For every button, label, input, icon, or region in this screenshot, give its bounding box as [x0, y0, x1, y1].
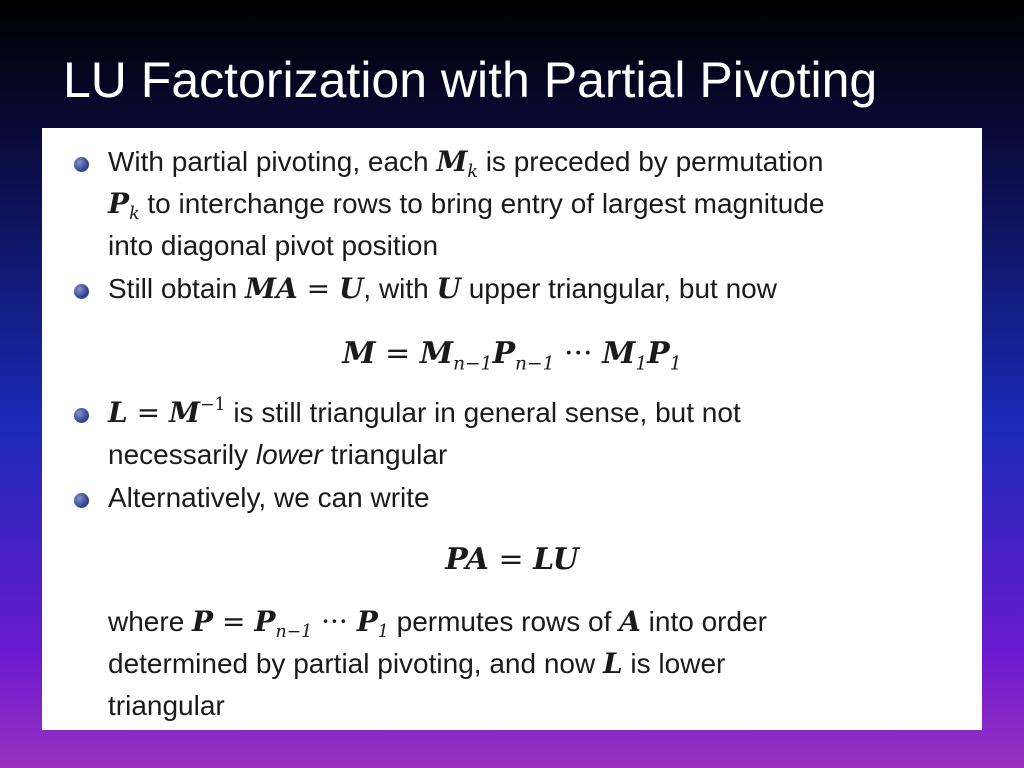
math-Pk [108, 187, 140, 225]
math-sym: P [445, 542, 466, 577]
math-sym: P [356, 605, 378, 638]
bullet-1 [74, 157, 89, 172]
math-sub: n−1 [515, 353, 555, 375]
text: Still obtain [108, 273, 245, 304]
slide-title: LU Factorization with Partial Pivoting [63, 52, 878, 108]
math-dots: ··· [554, 336, 603, 371]
math-sym: M [168, 396, 200, 429]
math-sym: M [436, 145, 468, 178]
math-L-eq-Minv [108, 396, 226, 429]
bullet-3-line-1 [108, 395, 741, 431]
text: is lower [622, 648, 726, 679]
text: permutes rows of [388, 606, 620, 637]
bullet-4-where-line-3: triangular [108, 690, 225, 721]
bullet-1-line-2 [108, 186, 825, 225]
math-sub: k [129, 204, 140, 225]
math-sub: n−1 [453, 353, 493, 375]
math-op: = [213, 605, 255, 638]
math-sub: k [467, 162, 478, 183]
math-op: = [297, 272, 339, 305]
math-sym: P [492, 336, 516, 371]
math-sym: M [342, 336, 376, 371]
math-sub: 1 [635, 353, 648, 375]
math-sub: 1 [377, 622, 389, 643]
bullet-1-line-1 [108, 144, 824, 183]
math-dots: ··· [312, 605, 357, 638]
math-Mk [436, 145, 478, 183]
text-italic: lower [255, 439, 323, 470]
math-op: = [127, 396, 169, 429]
text: upper triangular, but now [460, 273, 777, 304]
math-sym: A [465, 542, 489, 577]
bullet-2 [74, 284, 89, 299]
math-term [602, 336, 682, 375]
text: is still triangular in general sense, but not [225, 397, 741, 428]
math-sup: −1 [199, 394, 226, 415]
bullet-4-where-line-2 [108, 646, 725, 682]
math-sym: P [254, 605, 276, 638]
math-sym: P [647, 336, 670, 371]
math-U: U [436, 272, 461, 305]
bullet-4-line-1: Alternatively, we can write [108, 482, 430, 513]
math-sym: M [244, 272, 276, 305]
math-A: A [619, 605, 641, 638]
text: triangular [322, 439, 448, 470]
text: With partial pivoting, each [108, 146, 437, 177]
text: is preceded by permutation [477, 146, 824, 177]
math-sym: L [533, 542, 553, 577]
equation-PA-eq-LU [42, 542, 982, 578]
math-term [533, 542, 579, 577]
text: into order [640, 606, 767, 637]
bullet-3-line-2 [108, 437, 447, 473]
math-sym: P [108, 187, 130, 220]
math-sub: 1 [669, 353, 682, 375]
text: determined by partial pivoting, and now [108, 648, 603, 679]
text: , with [363, 273, 437, 304]
math-sym: A [275, 272, 298, 305]
text: where [108, 606, 193, 637]
text: to interchange rows to bring entry of largest magnitude [139, 188, 825, 219]
math-MA-eq-U [245, 272, 363, 305]
math-term [445, 542, 489, 577]
math-sym: U [552, 542, 579, 577]
bullet-3 [74, 408, 89, 423]
math-sub: n−1 [275, 622, 313, 643]
math-P-eq-product [192, 605, 389, 643]
math-op: = [488, 542, 534, 577]
math-sym: L [108, 396, 128, 429]
text: necessarily [108, 439, 256, 470]
bullet-2-line-1 [108, 271, 777, 307]
math-op: = [375, 336, 420, 371]
bullet-1-line-3: into diagonal pivot position [108, 230, 439, 261]
content-box [42, 128, 982, 730]
math-sym: M [602, 336, 636, 371]
math-term [419, 336, 555, 375]
math-sym: M [419, 336, 454, 371]
math-L: L [602, 647, 623, 680]
equation-M-product [42, 336, 982, 375]
bullet-4 [74, 493, 89, 508]
math-sym: P [192, 605, 214, 638]
bullet-4-where-line-1 [108, 604, 767, 643]
math-sym: U [338, 272, 364, 305]
